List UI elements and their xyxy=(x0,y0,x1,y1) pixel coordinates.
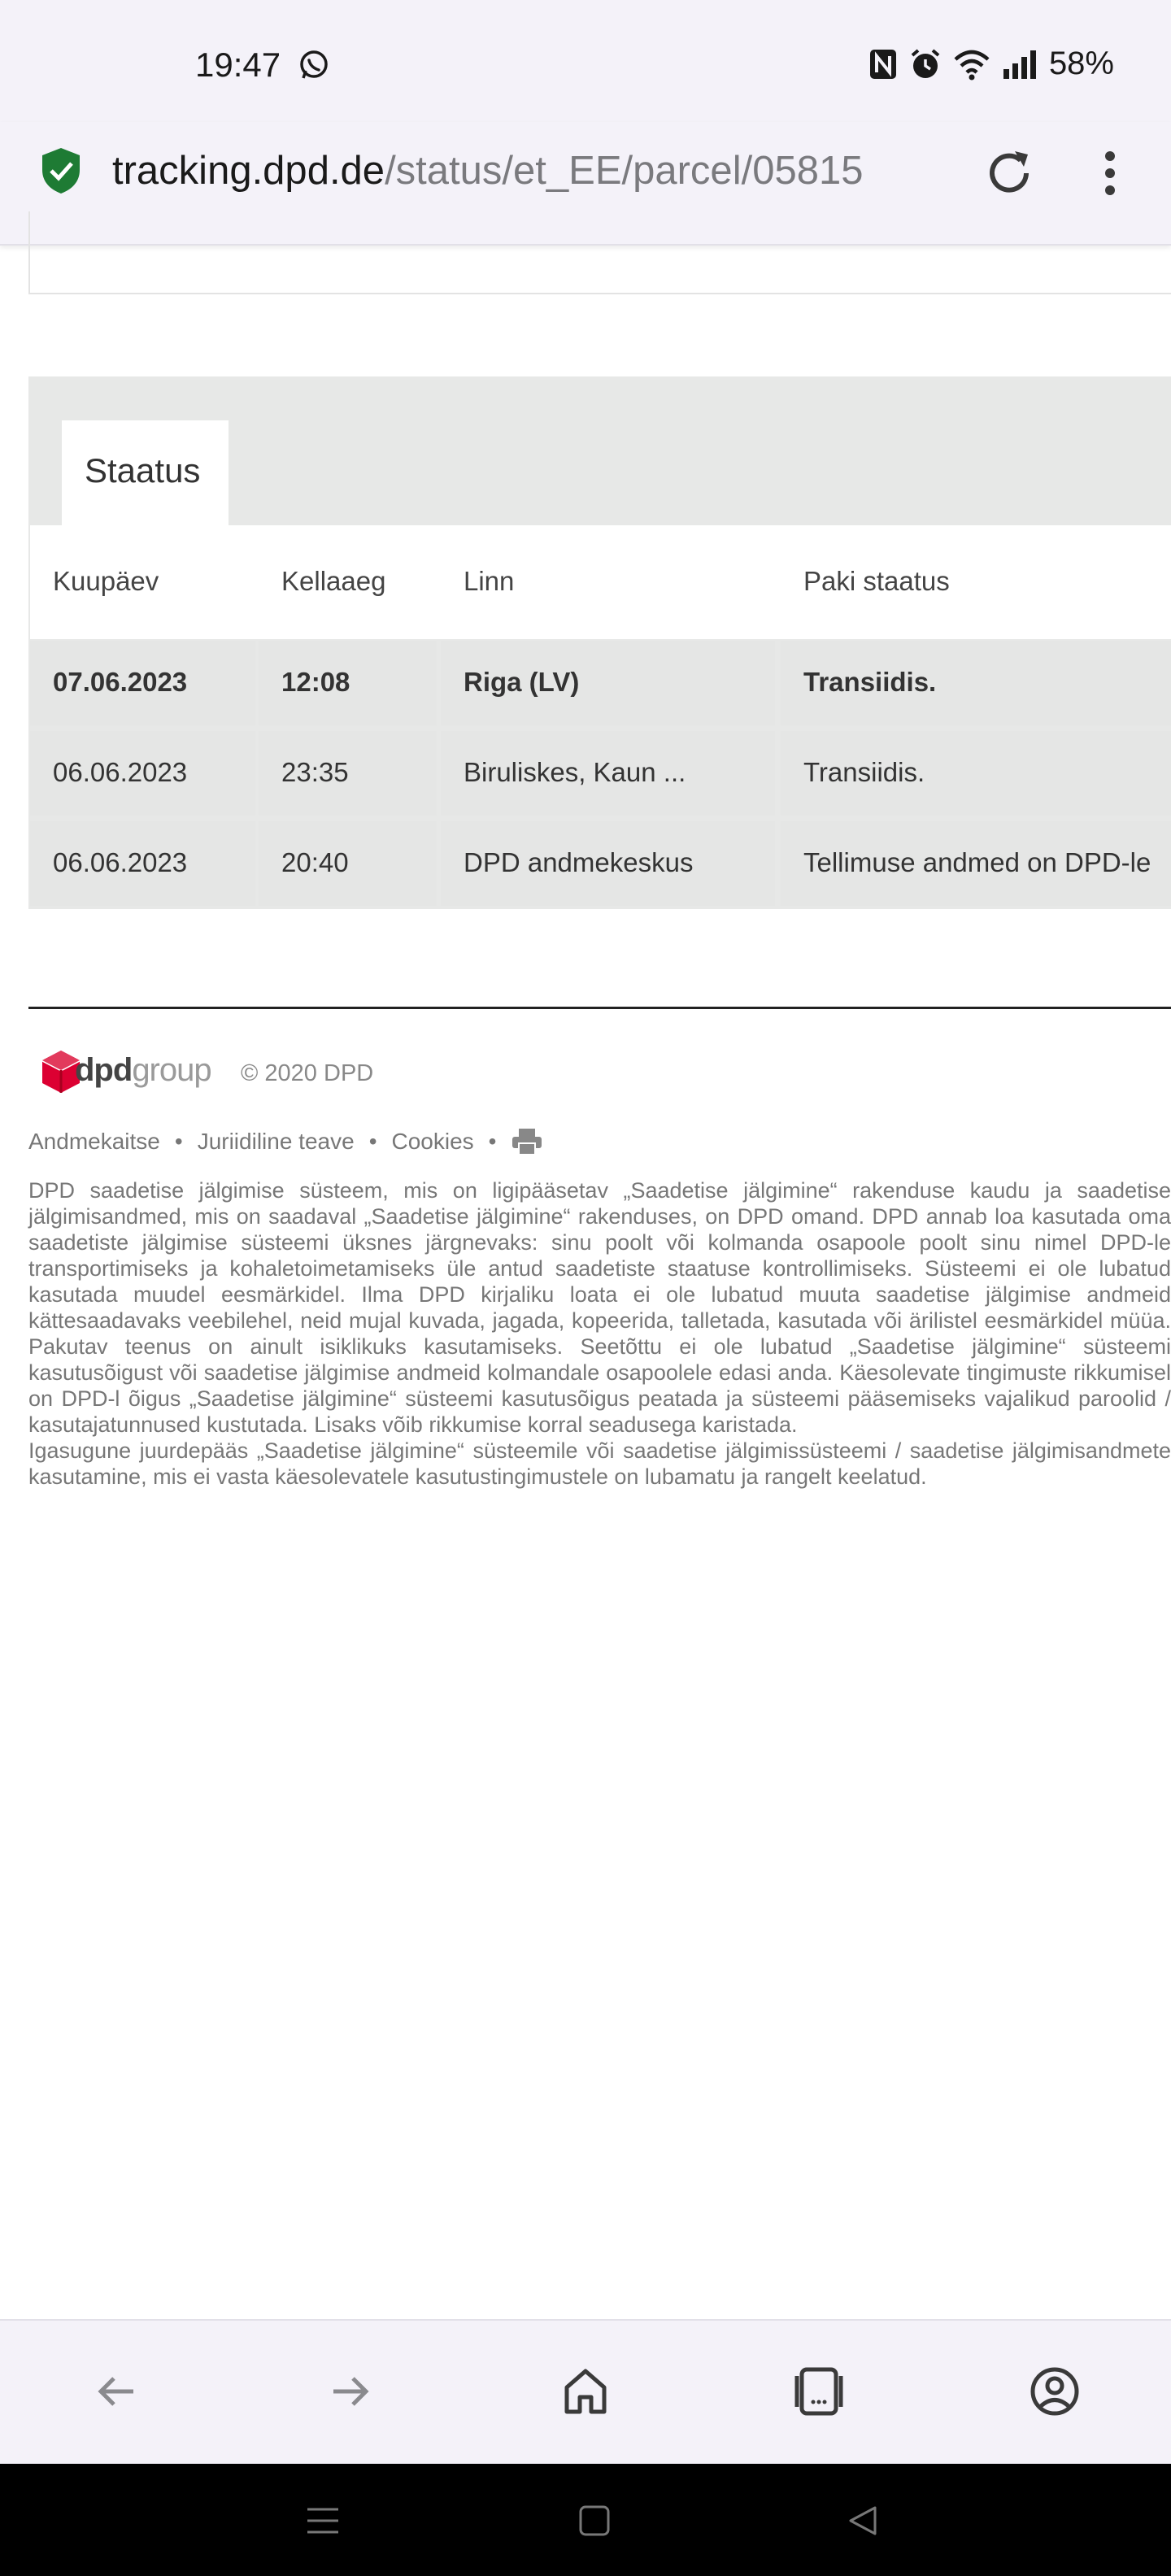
link-privacy[interactable]: Andmekaitse xyxy=(28,1129,160,1154)
table-row xyxy=(30,641,1171,725)
cell-status-text: Transiidis. xyxy=(803,667,937,697)
cell-date-text: 07.06.2023 xyxy=(53,667,188,697)
copyright: © 2020 DPD xyxy=(241,1060,374,1086)
back-triangle-icon[interactable] xyxy=(842,2503,883,2539)
secure-shield-icon[interactable] xyxy=(39,146,83,195)
column-header-status: Paki staatus xyxy=(803,566,950,596)
table-header xyxy=(30,525,1171,639)
table-row xyxy=(30,821,1171,906)
reload-icon[interactable] xyxy=(981,145,1038,202)
footer-links xyxy=(28,1127,543,1156)
cell-date-text: 06.06.2023 xyxy=(53,847,188,877)
signal-icon xyxy=(1002,48,1038,80)
wifi-icon xyxy=(953,48,990,80)
whatsapp-icon xyxy=(298,49,330,81)
status-icons xyxy=(868,46,1114,82)
cell-date-text: 06.06.2023 xyxy=(53,757,188,787)
cell-status xyxy=(781,731,1171,816)
cell-city[interactable] xyxy=(441,731,775,816)
clock: 19:47 xyxy=(195,46,281,84)
cell-time xyxy=(259,821,437,906)
cell-city-text: DPD andmekeskus xyxy=(464,847,694,877)
tab-status[interactable] xyxy=(62,420,229,526)
cell-status xyxy=(781,821,1171,906)
legal-text xyxy=(28,1177,1171,1490)
cell-status xyxy=(781,641,1171,725)
separator: • xyxy=(368,1129,377,1154)
url-host: tracking.dpd.de xyxy=(112,149,385,193)
cell-time-text: 23:35 xyxy=(281,757,349,787)
cell-city xyxy=(441,641,775,725)
cell-date xyxy=(30,821,255,906)
column-header-date: Kuupäev xyxy=(53,566,159,596)
table-row xyxy=(30,731,1171,816)
menu-kebab-icon[interactable] xyxy=(1090,145,1130,202)
print-icon[interactable] xyxy=(511,1127,543,1156)
cell-date xyxy=(30,641,255,725)
cell-time-text: 12:08 xyxy=(281,667,350,697)
cell-time xyxy=(259,731,437,816)
separator: • xyxy=(488,1129,497,1154)
cell-date xyxy=(30,731,255,816)
cell-city-text: Biruliskes, Kaun ... xyxy=(464,757,686,787)
back-arrow-icon[interactable] xyxy=(88,2363,145,2420)
link-cookies[interactable]: Cookies xyxy=(391,1129,474,1154)
legal-paragraph-2: Igasugune juurdepääs „Saadetise jälgimine“ süsteemile või saadetise jälgimissüsteemi / saadetise jälgimisandmete kasutamine, mis ei vasta käesolevatele kasutustingimustele on lubamatu ja rangelt keelatud. xyxy=(28,1438,1171,1489)
battery-level: 58% xyxy=(1048,46,1114,81)
logo-light-text: group xyxy=(132,1052,211,1088)
account-icon[interactable] xyxy=(1026,2363,1083,2420)
cell-city-text: Riga (LV) xyxy=(464,667,580,697)
footer-divider xyxy=(28,1007,1171,1009)
previous-panel xyxy=(28,211,1171,294)
cell-status-text: Tellimuse andmed on DPD-le xyxy=(803,847,1151,877)
home-icon[interactable] xyxy=(557,2363,614,2420)
alarm-icon xyxy=(909,48,942,80)
column-header-time: Kellaaeg xyxy=(281,566,386,596)
separator: • xyxy=(174,1129,183,1154)
address-bar[interactable] xyxy=(112,148,954,194)
column-header-city: Linn xyxy=(464,566,515,596)
link-legal[interactable]: Juriidiline teave xyxy=(197,1129,355,1154)
legal-paragraph-1: DPD saadetise jälgimise süsteem, mis on ligipääsetav „Saadetise jälgimine“ rakenduse kaudu ja saadetise jälgimisandmed, mis on saadaval „Saadetise jälgimine“ rakenduses, on DPD omand. DPD annab loa kasutada oma saadetiste jälgimise süsteemi üksnes järgnevaks: sinu poolt või kolmanda osapoole poolt sinu nimel DPD-le transportimiseks ja kohaletoimetamiseks üle antud saadetiste staatuse kontrollimiseks. Süsteemi ei ole lubatud kasutada muudel eesmärkidel. Ilma DPD kirjaliku loata ei ole lubatud muuta saadetise jälgimise andmeid kättesaadavaks veebilehel, neid mujal kuvada, jagada, kopeerida, talletada, kasutada või ärilistel eesmärkidel müüa. Pakutav teenus on ainult isiklikuks kasutamiseks. Seetõttu ei ole lubatud „Saadetise jälgimine“ süsteemi kasutusõigust või saadetise jälgimise andmeid kolmandale osapoolele edasi anda. Käesolevate tingimuste rikkumisel on DPD-l õigus „Saadetise jälgimine“ süsteemi kasutusõigus peatada ja süsteemi pääsemiseks vajalikud paroolid / kasutajatunnused kustutada. Lisaks võib rikkumise korral seadusega karistada. xyxy=(28,1178,1171,1437)
cell-status-text: Transiidis. xyxy=(803,757,925,787)
tab-status-label: Staatus xyxy=(85,451,201,490)
nfc-icon xyxy=(868,48,898,80)
tabs-icon[interactable] xyxy=(790,2363,847,2420)
cell-time-text: 20:40 xyxy=(281,847,349,877)
logo-bold-text: dpd xyxy=(75,1052,133,1088)
home-square-icon[interactable] xyxy=(574,2503,615,2539)
recent-apps-icon[interactable] xyxy=(303,2503,343,2539)
cell-city xyxy=(441,821,775,906)
cell-time xyxy=(259,641,437,725)
dpd-group-wordmark xyxy=(75,1052,211,1089)
forward-arrow-icon[interactable] xyxy=(322,2363,379,2420)
url-path: /status/et_EE/parcel/05815 xyxy=(385,149,864,193)
